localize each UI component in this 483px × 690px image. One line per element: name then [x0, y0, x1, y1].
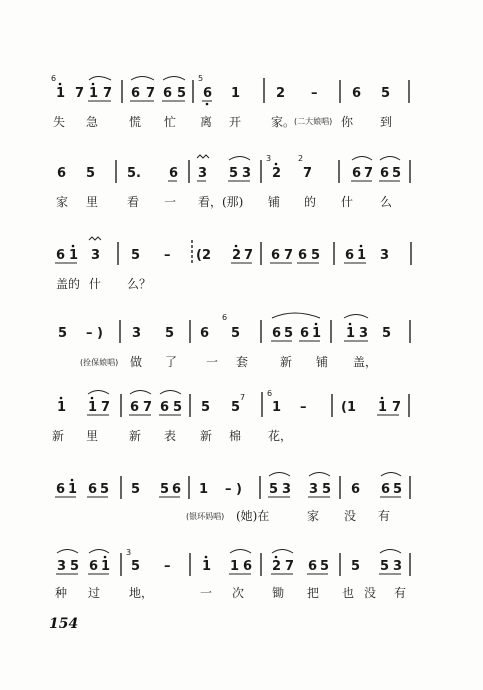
note: 3	[393, 559, 403, 574]
lyric: 套	[236, 355, 249, 369]
lyric: 里	[86, 195, 99, 209]
lyric: 看，(那)	[198, 195, 244, 209]
note: 5	[393, 482, 403, 497]
system-7	[55, 548, 410, 600]
lyric: 锄	[272, 586, 285, 600]
lyric: 次	[232, 586, 245, 600]
lyric: 了	[165, 355, 178, 369]
note: 5	[311, 248, 321, 263]
lyric: (她)在	[236, 509, 270, 523]
note: 5	[320, 559, 330, 574]
note: 7	[103, 86, 113, 101]
note: 6	[89, 559, 99, 574]
lyric: 做	[130, 355, 143, 369]
lyric: 表	[164, 429, 177, 443]
lyric: 盖的	[56, 277, 81, 291]
note: 5	[86, 166, 96, 181]
note: 2	[272, 166, 282, 181]
note: 5	[231, 326, 241, 341]
note: 5	[58, 326, 68, 341]
note: 5	[351, 559, 361, 574]
lyric: 新	[52, 429, 65, 443]
note: 6	[381, 482, 391, 497]
note: 7	[285, 559, 295, 574]
lyric: 的	[304, 195, 317, 209]
note: 6	[160, 400, 170, 415]
lyric: 铺	[316, 355, 329, 369]
note: –	[300, 400, 307, 415]
note: 5	[100, 482, 110, 497]
note: 3	[132, 326, 142, 341]
lyric: 一	[164, 195, 177, 209]
note: 2	[232, 248, 242, 263]
lyric: 盖，	[353, 355, 378, 369]
lyric: 过	[88, 586, 101, 600]
system-5	[52, 389, 409, 443]
note: 5	[201, 400, 211, 415]
note: 3	[282, 482, 292, 497]
note: 6	[57, 166, 67, 181]
lyric: 家	[307, 509, 320, 523]
lyric: 里	[86, 429, 99, 443]
note: 5	[160, 482, 170, 497]
lyric: 新	[280, 355, 293, 369]
note: 7	[75, 86, 85, 101]
singer-cue: (二大娘唱)	[294, 117, 333, 126]
lyric: 铺	[268, 195, 281, 209]
note: 3	[198, 166, 208, 181]
singer-cue: (拴保娘唱)	[80, 358, 119, 367]
lyric: 失	[53, 115, 66, 129]
note: 6	[172, 482, 182, 497]
note: 1	[378, 400, 388, 415]
note: 3	[380, 248, 390, 263]
lyric: 么	[380, 195, 393, 209]
note: 6	[351, 482, 361, 497]
note: 6	[345, 248, 355, 263]
note: 5	[173, 400, 183, 415]
note: 6	[272, 326, 282, 341]
note: 5	[382, 326, 392, 341]
lyric: 开	[229, 115, 242, 129]
note: 6	[352, 86, 362, 101]
note: – )	[225, 482, 242, 497]
page-number: 154	[49, 616, 79, 632]
lyric: 也	[342, 586, 355, 600]
note: 5	[177, 86, 187, 101]
note: 5	[322, 482, 332, 497]
lyric: 什	[89, 277, 102, 291]
note: 5.	[127, 166, 141, 181]
note: 6	[271, 248, 281, 263]
note: 3	[359, 326, 369, 341]
lyric: 么？	[127, 277, 152, 291]
grace-note: 6	[222, 313, 228, 322]
lyric: 你	[341, 115, 354, 129]
lyric: 新	[129, 429, 142, 443]
lyric: 新	[200, 429, 213, 443]
note: 6	[56, 248, 66, 263]
lyric: 急	[86, 115, 99, 129]
note: 6	[200, 326, 210, 341]
system-6	[55, 473, 410, 524]
note: 1	[230, 559, 240, 574]
note: (1	[341, 400, 356, 415]
note: 1	[202, 559, 212, 574]
note: 6	[169, 166, 179, 181]
note: 5	[165, 326, 175, 341]
note: 3	[91, 248, 101, 263]
lyric: 离	[200, 115, 213, 129]
note: 6	[298, 248, 308, 263]
lyric: 家	[56, 195, 69, 209]
system-3	[55, 237, 411, 291]
system-4	[58, 313, 410, 369]
note: 7	[146, 86, 156, 101]
note: 1	[357, 248, 367, 263]
note: 1	[88, 400, 98, 415]
grace-note: 3	[126, 548, 132, 557]
note: 7	[244, 248, 254, 263]
system-1	[51, 74, 409, 129]
note: 6	[308, 559, 318, 574]
note: 3	[242, 166, 252, 181]
note: 5	[284, 326, 294, 341]
note: 1	[56, 86, 66, 101]
note: 5	[229, 166, 239, 181]
lyric: 家。	[271, 115, 296, 129]
note: 5	[70, 559, 80, 574]
note: 6	[380, 166, 390, 181]
note: 6	[131, 86, 141, 101]
note: 1	[57, 400, 67, 415]
note: –	[164, 248, 171, 263]
lyric: 到	[380, 115, 393, 129]
grace-note: 5	[198, 74, 204, 83]
grace-note: 2	[298, 154, 304, 163]
system-2	[56, 154, 410, 209]
note: 6	[130, 400, 140, 415]
note: 5	[269, 482, 279, 497]
note: 1	[68, 482, 78, 497]
note: 7	[101, 400, 111, 415]
lyric: 棉	[229, 429, 242, 443]
lyric: 花，	[268, 429, 293, 443]
lyric: 没	[364, 586, 377, 600]
note: 7	[143, 400, 153, 415]
note: 7	[364, 166, 374, 181]
note: 6	[352, 166, 362, 181]
note: 1	[231, 86, 241, 101]
grace-note: 7	[240, 393, 246, 402]
note: 3	[309, 482, 319, 497]
note: 2	[272, 559, 282, 574]
note: 5	[380, 559, 390, 574]
note: –	[164, 559, 171, 574]
note: 5	[381, 86, 391, 101]
lyric: 慌	[129, 115, 142, 129]
grace-note: 6	[267, 389, 273, 398]
note: 6	[88, 482, 98, 497]
note: 7	[303, 166, 313, 181]
note: 5	[392, 166, 402, 181]
note: 5	[131, 482, 141, 497]
singer-cue: (银环妈唱)	[186, 512, 225, 521]
note: 5	[231, 400, 241, 415]
note: 6	[243, 559, 253, 574]
lyric: 地，	[129, 586, 154, 600]
note: 2	[276, 86, 286, 101]
note: 5	[131, 248, 141, 263]
grace-note: 6	[51, 74, 57, 83]
note: 6	[203, 86, 213, 101]
note: – )	[86, 326, 103, 341]
lyric: 把	[307, 586, 320, 600]
lyric: 有	[378, 509, 391, 523]
note: 5	[131, 559, 141, 574]
lyric: 没	[344, 509, 357, 523]
note: 3	[57, 559, 67, 574]
lyric: 一	[200, 586, 213, 600]
note: 1	[346, 326, 356, 341]
lyric: 有	[394, 586, 407, 600]
note: 7	[284, 248, 294, 263]
lyric: 看	[127, 195, 140, 209]
note: 1	[272, 400, 282, 415]
note: 1	[69, 248, 79, 263]
lyric: 什	[341, 195, 354, 209]
note: 1	[89, 86, 99, 101]
note: 1	[101, 559, 111, 574]
lyric: 一	[206, 355, 219, 369]
note: 6	[163, 86, 173, 101]
note: 6	[300, 326, 310, 341]
note: (2	[196, 248, 211, 263]
note: 1	[199, 482, 209, 497]
note: 6	[56, 482, 66, 497]
note: –	[311, 86, 318, 101]
lyric: 忙	[164, 115, 177, 129]
grace-note: 3	[266, 154, 272, 163]
note: 1	[312, 326, 322, 341]
note: 7	[392, 400, 402, 415]
lyric: 种	[55, 586, 68, 600]
